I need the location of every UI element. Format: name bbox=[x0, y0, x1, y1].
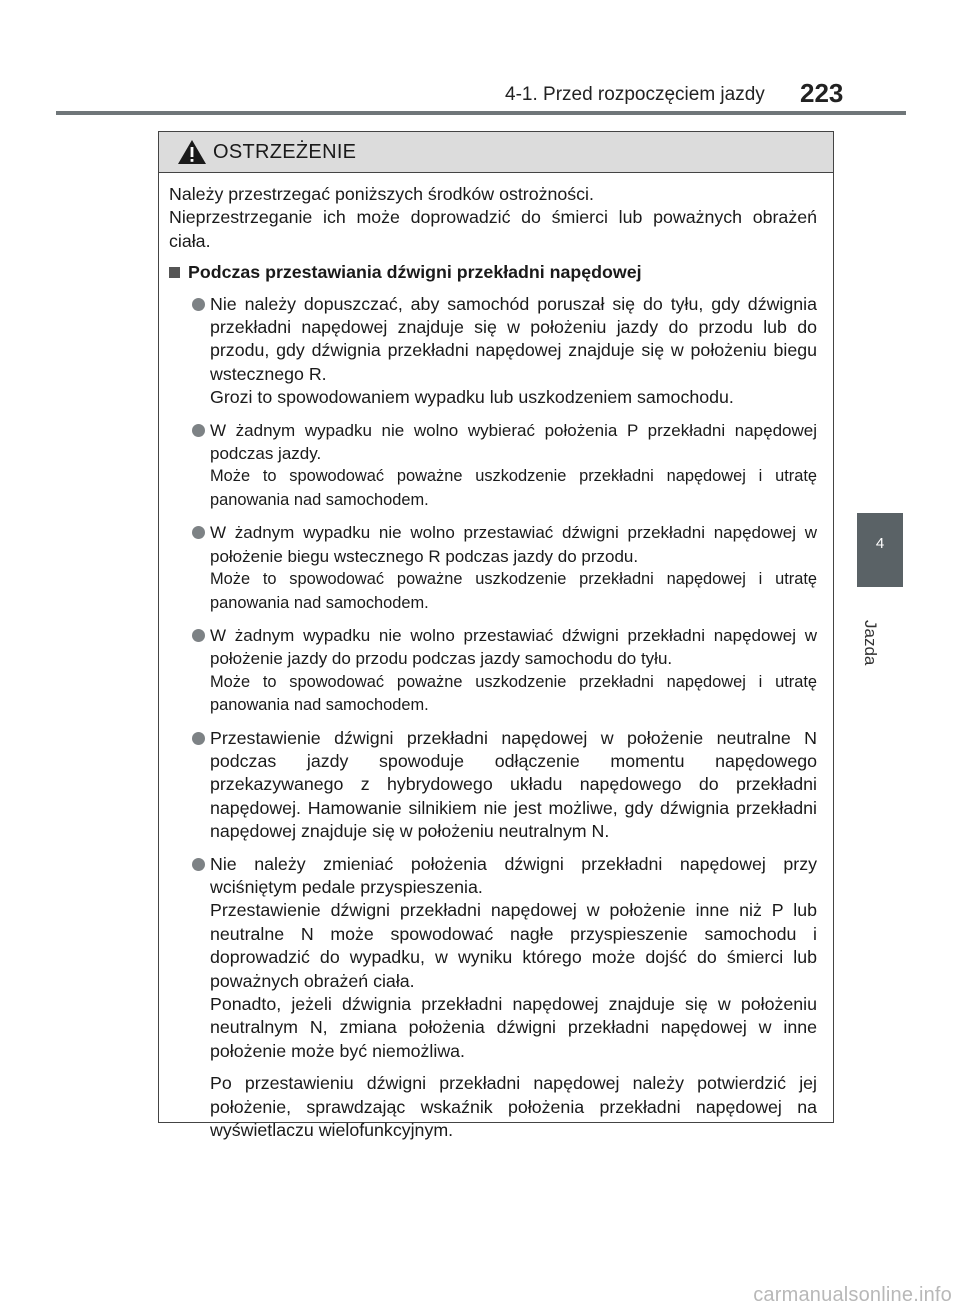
list-item-note: Może to spowodować poważne uszkodzenie przekładni napędowej i utratę panowania nad samochodem. bbox=[210, 672, 817, 715]
list-item-note: Grozi to spowodowaniem wypadku lub uszkodzeniem samochodu. bbox=[210, 387, 734, 408]
list-item-main: W żadnym wypadku nie wolno przestawiać dźwigni przekładni napędowej w położenie jazdy do przodu podczas jazdy samochodu do tyłu. bbox=[210, 625, 817, 669]
header-divider bbox=[56, 111, 906, 115]
round-bullet-icon bbox=[192, 629, 205, 642]
warning-body bbox=[159, 173, 833, 1142]
warning-header bbox=[159, 132, 833, 173]
list-item bbox=[169, 521, 817, 615]
list-item-note: Może to spowodować poważne uszkodzenie przekładni napędowej i utratę panowania nad samochodem. bbox=[210, 570, 817, 612]
warning-list bbox=[169, 293, 817, 1064]
list-item-note: Może to spowodować poważne uszkodzenie przekładni napędowej i utratę panowania nad samochodem. bbox=[210, 467, 817, 509]
intro-line: Należy przestrzegać poniższych środków ostrożności. bbox=[169, 184, 594, 204]
list-item-main: Nie należy zmieniać położenia dźwigni przekładni napędowej przy wciśniętym pedale przyspieszenia. bbox=[210, 853, 817, 897]
round-bullet-icon bbox=[192, 298, 205, 311]
round-bullet-icon bbox=[192, 858, 205, 871]
list-item-note: Ponadto, jeżeli dźwignia przekładni napędowej znajduje się w położeniu neutralnym N, zmiana położenia dźwigni przekładni napędowej w inne położenie może być niemożliwa. bbox=[210, 994, 817, 1061]
warning-box bbox=[158, 131, 834, 1141]
warning-triangle-icon bbox=[177, 139, 207, 165]
warning-title: OSTRZEŻENIE bbox=[213, 140, 357, 163]
round-bullet-icon bbox=[192, 424, 205, 437]
chapter-number: 4 bbox=[875, 535, 885, 552]
section-heading-text: Podczas przestawiania dźwigni przekładni napędowej bbox=[188, 262, 642, 283]
square-bullet-icon bbox=[169, 267, 180, 278]
section-heading bbox=[169, 261, 817, 284]
warning-intro bbox=[169, 183, 817, 253]
list-item bbox=[169, 853, 817, 1064]
list-item bbox=[169, 727, 817, 844]
list-item bbox=[169, 293, 817, 410]
section-title: 4-1. Przed rozpoczęciem jazdy bbox=[505, 84, 765, 105]
page-number: 223 bbox=[800, 78, 844, 108]
list-item-main: W żadnym wypadku nie wolno wybierać położenia P przekładni napędowej podczas jazdy. bbox=[210, 420, 817, 464]
list-item-main: Przestawienie dźwigni przekładni napędowej w położenie neutralne N podczas jazdy spowoduje odłączenie momentu napędowego przekazywanego z hybrydowego układu napędowego do przekładni napędowej. Hamowanie silnikiem nie jest możliwe, gdy dźwignia przekładni napędowej znajduje się w położeniu neutralnym N. bbox=[210, 727, 817, 842]
chapter-tab[interactable] bbox=[857, 513, 903, 587]
list-item bbox=[169, 624, 817, 718]
list-item-note: Przestawienie dźwigni przekładni napędowej w położenie inne niż P lub neutralne N może spowodować nagłe przyspieszenie samochodu i doprowadzić do wypadku, w wyniku którego może dojść do śmierci lub poważnych obrażeń ciała. bbox=[210, 900, 817, 991]
watermark: carmanualsonline.info bbox=[753, 1284, 952, 1306]
list-item-main: Nie należy dopuszczać, aby samochód poruszał się do tyłu, gdy dźwignia przekładni napędowej znajduje się w położeniu jazdy do przodu lub do przodu, gdy dźwignia przekładni napędowej znajduje się w położeniu biegu wstecznego R. bbox=[210, 293, 817, 384]
intro-line: Nieprzestrzeganie ich może doprowadzić do śmierci lub poważnych obrażeń ciała. bbox=[169, 207, 817, 251]
list-item-main: W żadnym wypadku nie wolno przestawiać dźwigni przekładni napędowej w położenie biegu wstecznego R podczas jazdy do przodu. bbox=[210, 523, 817, 566]
round-bullet-icon bbox=[192, 732, 205, 745]
round-bullet-icon bbox=[192, 526, 205, 539]
list-item bbox=[169, 419, 817, 513]
closing-paragraph: Po przestawieniu dźwigni przekładni napędowej należy potwierdzić jej położenie, sprawdzając wskaźnik położenia przekładni napędowej na wyświetlaczu wielofunkcyjnym. bbox=[210, 1073, 817, 1141]
chapter-label: Jazda bbox=[861, 620, 880, 666]
